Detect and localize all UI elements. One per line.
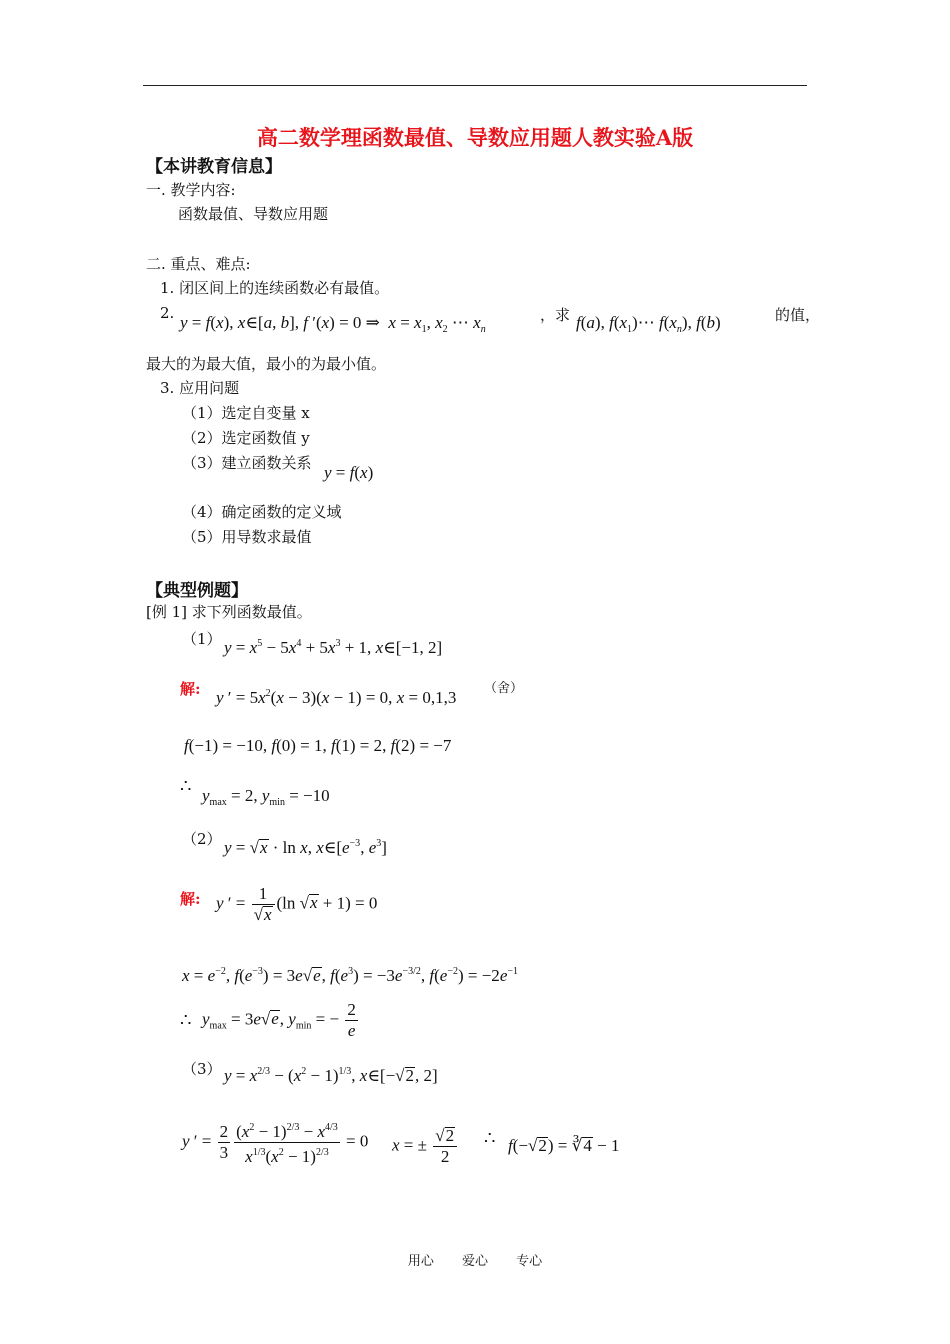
key-point-2-formula: y = f(x), x∈[a, b], f ′(x) = 0 ⇒ $x = x_1$, $x_2$ ⋯ $x_n$ bbox=[180, 313, 486, 335]
key-point-2-continued: 最大的为最大值，最小的为最小值。 bbox=[146, 355, 387, 373]
step-3-formula: y = f(x) bbox=[324, 463, 374, 482]
discard-note: （舍） bbox=[484, 681, 524, 696]
problem-1-formula: $y = x^5 - 5x^4 + 5x^3 + 1$, x∈[−1, 2] bbox=[224, 638, 443, 657]
key-point-2-number: 2. bbox=[160, 304, 175, 322]
step-1: （1）选定自变量 x bbox=[182, 404, 310, 422]
problem-1-label: （1） bbox=[182, 630, 222, 648]
therefore-symbol-1: ∴ bbox=[180, 776, 192, 797]
solution-2-label: 解: bbox=[180, 890, 201, 908]
step-5: （5）用导数求最值 bbox=[182, 528, 312, 546]
solution-3-roots: x = ± $\frac{√2}{2}$ bbox=[392, 1126, 459, 1167]
key-point-3: 3. 应用问题 bbox=[160, 379, 240, 397]
solution-3-value: f(−√2) = ∛4 − 1 bbox=[508, 1136, 620, 1155]
problem-2-label: （2） bbox=[182, 830, 222, 848]
solution-1-label: 解: bbox=[180, 680, 201, 698]
part1-heading: 一. 教学内容: bbox=[146, 181, 236, 199]
therefore-symbol-3: ∴ bbox=[484, 1128, 496, 1149]
document-title: 高二数学理函数最值、导数应用题人教实验A版 bbox=[256, 125, 694, 150]
solution-1-result: $y_{max} = 2$, $y_{min} = -10$ bbox=[202, 786, 330, 808]
problem-3-formula: $y = x^{2/3} - (x^2 - 1)^{1/3}$, x∈[−√2, 2] bbox=[224, 1066, 438, 1085]
solution-2-derivative: y ′ = $\frac{1}{√x}$ (ln √x + 1) = 0 bbox=[216, 884, 378, 924]
page-footer: 用心 爱心 专心 bbox=[407, 1254, 543, 1269]
solution-1-derivative: y ′ = $5x^2(x - 3)(x - 1) = 0$, x = 0,1,3 bbox=[216, 688, 457, 707]
section-heading-examples: 【典型例题】 bbox=[146, 581, 248, 601]
therefore-symbol-2: ∴ bbox=[180, 1010, 192, 1031]
part2-heading: 二. 重点、难点: bbox=[146, 255, 251, 273]
problem-2-formula: y = √x · ln x, $x\in[e^{-3}$, $e^3$] bbox=[224, 838, 387, 857]
solution-3-derivative: y ′ = $\frac{2}{3}$ $\frac{(x^2 - 1)^{2/3} - x^{4/3}}{x^{1/3}(x^2 - 1)^{2/3}}$ = 0 bbox=[182, 1118, 368, 1167]
part1-content: 函数最值、导数应用题 bbox=[178, 205, 329, 223]
section-heading-info: 【本讲教育信息】 bbox=[146, 157, 282, 177]
solution-1-values: f(−1) = −10, f(0) = 1, f(1) = 2, f(2) = −7 bbox=[184, 736, 452, 755]
example1-heading: [例 1] 求下列函数最值。 bbox=[146, 603, 312, 621]
key-point-1: 1. 闭区间上的连续函数必有最值。 bbox=[160, 279, 390, 297]
solution-2-result: $y_{max} = 3e√e$, $y_{min}$ = − $\frac{2}{e}$ bbox=[202, 1000, 356, 1040]
step-3: （3）建立函数关系 bbox=[182, 454, 312, 472]
key-point-2-values: f(a), $f(x_1)\cdots$ $f(x_n)$, f(b) bbox=[576, 313, 721, 335]
step-2: （2）选定函数值 y bbox=[182, 429, 310, 447]
solution-2-values: $x = e^{-2}$, $f(e^{-3}) = 3e√e$, $f(e^3) = -3e^{-3/2}$, $f(e^{-2}) = -2e^{-1}$ bbox=[182, 966, 518, 985]
header-rule bbox=[143, 85, 807, 86]
key-point-2-end: 的值， bbox=[775, 306, 821, 324]
problem-3-label: （3） bbox=[182, 1060, 222, 1078]
step-4: （4）确定函数的定义域 bbox=[182, 503, 342, 521]
key-point-2-qiu: ，求 bbox=[540, 306, 571, 324]
